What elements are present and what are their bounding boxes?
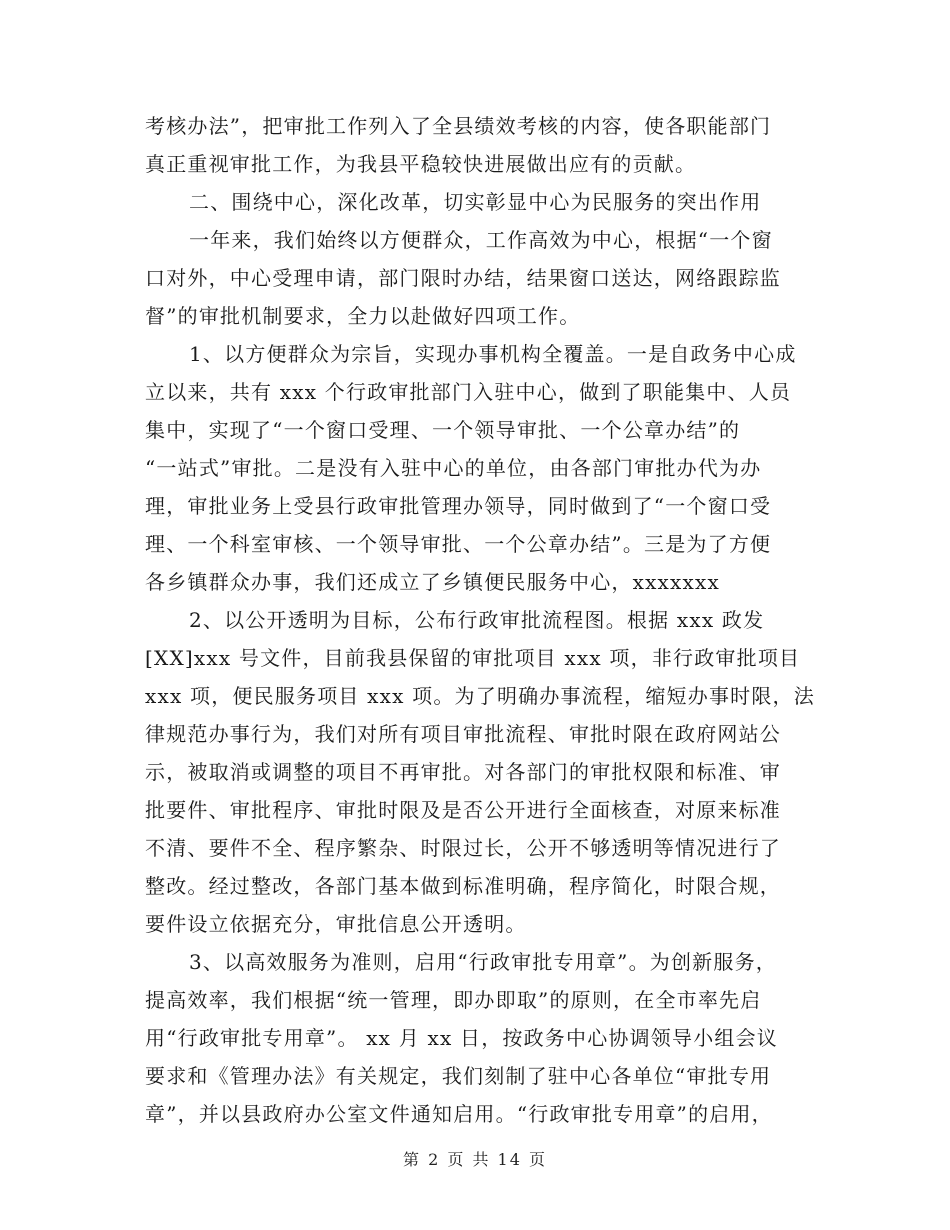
- text-line: 理，审批业务上受县行政审批管理办领导，同时做到了“一个窗口受: [145, 494, 772, 518]
- paragraph-start: 1、以方便群众为宗旨，实现办事机构全覆盖。一是自政务中心成: [189, 342, 797, 366]
- text-line: 立以来，共有 xxx 个行政审批部门入驻中心，做到了职能集中、人员: [145, 380, 792, 404]
- text-line: 理、一个科室审核、一个领导审批、一个公章办结”。三是为了方便: [145, 532, 772, 556]
- text-line: [XX]xxx 号文件，目前我县保留的审批项目 xxx 项，非行政审批项目: [145, 646, 801, 670]
- text-line: 考核办法”，把审批工作列入了全县绩效考核的内容，使各职能部门: [145, 114, 772, 138]
- text-line: 章”，并以县政府办公室文件通知启用。“行政审批专用章”的启用，: [145, 1102, 773, 1126]
- text-line: 示，被取消或调整的项目不再审批。对各部门的审批权限和标准、审: [145, 760, 781, 784]
- text-line: xxx 项，便民服务项目 xxx 项。为了明确办事流程，缩短办事时限，法: [145, 684, 815, 708]
- text-line: 用“行政审批专用章”。 xx 月 xx 日，按政务中心协调领导小组会议: [145, 1026, 778, 1050]
- text-line: 不清、要件不全、程序繁杂、时限过长，公开不够透明等情况进行了: [145, 836, 781, 860]
- text-line: 要件设立依据充分，审批信息公开透明。: [145, 912, 527, 936]
- text-line: 真正重视审批工作，为我县平稳较快进展做出应有的贡献。: [145, 152, 697, 176]
- text-line: “一站式”审批。二是没有入驻中心的单位，由各部门审批办代为办: [145, 456, 762, 480]
- text-line: 集中，实现了“一个窗口受理、一个领导审批、一个公章办结”的: [145, 418, 741, 442]
- text-line: 口对外，中心受理申请，部门限时办结，结果窗口送达，网络跟踪监: [145, 266, 781, 290]
- text-line: 律规范办事行为，我们对所有项目审批流程、审批时限在政府网站公: [145, 722, 781, 746]
- text-line: 各乡镇群众办事，我们还成立了乡镇便民服务中心，xxxxxxx: [145, 570, 720, 594]
- paragraph-start: 一年来，我们始终以方便群众，工作高效为中心，根据“一个窗: [189, 228, 773, 252]
- paragraph-start: 3、以高效服务为准则，启用“行政审批专用章”。为创新服务，: [189, 950, 777, 974]
- text-line: 整改。经过整改，各部门基本做到标准明确，程序简化，时限合规，: [145, 874, 781, 898]
- section-heading: 二、围绕中心，深化改革，切实彰显中心为民服务的突出作用: [189, 190, 762, 214]
- text-line: 要求和《管理办法》有关规定，我们刻制了驻中心各单位“审批专用: [145, 1064, 772, 1088]
- text-line: 批要件、审批程序、审批时限及是否公开进行全面核查，对原来标准: [145, 798, 781, 822]
- paragraph-start: 2、以公开透明为目标，公布行政审批流程图。根据 xxx 政发: [189, 608, 765, 632]
- page-number-footer: 第 2 页 共 14 页: [403, 1150, 547, 1169]
- text-line: 提高效率，我们根据“统一管理，即办即取”的原则，在全市率先启: [145, 988, 762, 1012]
- text-line: 督”的审批机制要求，全力以赴做好四项工作。: [145, 304, 581, 328]
- document-body: [145, 107, 815, 1133]
